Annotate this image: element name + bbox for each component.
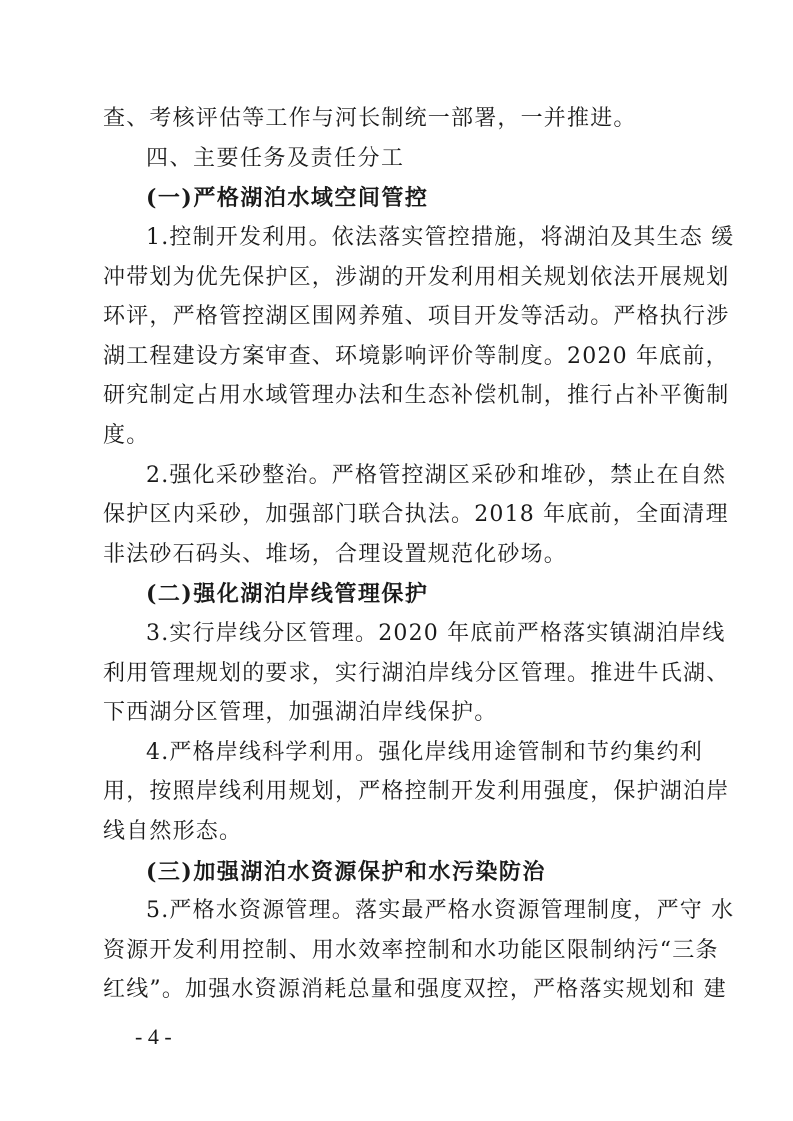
paragraph-line: 冲带划为优先保护区，涉湖的开发利用相关规划依法开展规划 [103, 265, 730, 290]
paragraph-line: 查、考核评估等工作与河长制统一部署，一并推进。 [103, 106, 637, 131]
subsection-heading: (二)强化湖泊岸线管理保护 [146, 581, 429, 607]
subsection-heading: (一)严格湖泊水域空间管控 [146, 185, 429, 211]
paragraph-line: 红线”。加强水资源消耗总量和强度双控，严格落实规划和 建 [103, 977, 727, 1002]
paragraph-line: 湖工程建设方案审查、环境影响评价等制度。2020 年底前， [103, 344, 729, 369]
paragraph-line: 度。 [103, 423, 150, 448]
paragraph-line: 4.严格岸线科学利用。强化岸线用途管制和节约集约利 [146, 740, 703, 765]
paragraph-line: 用，按照岸线利用规划，严格控制开发利用强度，保护湖泊岸 [103, 779, 730, 804]
paragraph-line: 利用管理规划的要求，实行湖泊岸线分区管理。推进牛氏湖、 [103, 661, 730, 686]
subsection-heading: (三)加强湖泊水资源保护和水污染防治 [146, 859, 546, 885]
paragraph-line: 研究制定占用水域管理办法和生态补偿机制，推行占补平衡制 [103, 383, 730, 408]
paragraph-line: 下西湖分区管理，加强湖泊岸线保护。 [103, 700, 498, 725]
page-number: - 4 - [135, 1024, 172, 1049]
paragraph-line: 保护区内采砂，加强部门联合执法。2018 年底前，全面清理 [103, 502, 729, 527]
paragraph-line: 3.实行岸线分区管理。2020 年底前严格落实镇湖泊岸线 [146, 621, 726, 646]
section-heading: 四、主要任务及责任分工 [146, 146, 405, 171]
paragraph-line: 资源开发利用控制、用水效率控制和水功能区限制纳污“三条 [103, 938, 719, 963]
paragraph-line: 非法砂石码头、堆场，合理设置规范化砂场。 [103, 542, 568, 567]
paragraph-line: 1.控制开发利用。依法落实管控措施，将湖泊及其生态 缓 [146, 225, 735, 250]
paragraph-line: 线自然形态。 [103, 819, 243, 844]
paragraph-line: 5.严格水资源管理。落实最严格水资源管理制度，严守 水 [146, 898, 735, 923]
paragraph-line: 2.强化采砂整治。严格管控湖区采砂和堆砂，禁止在自然 [146, 463, 727, 488]
paragraph-line: 环评，严格管控湖区围网养殖、项目开发等活动。严格执行涉 [103, 304, 730, 329]
